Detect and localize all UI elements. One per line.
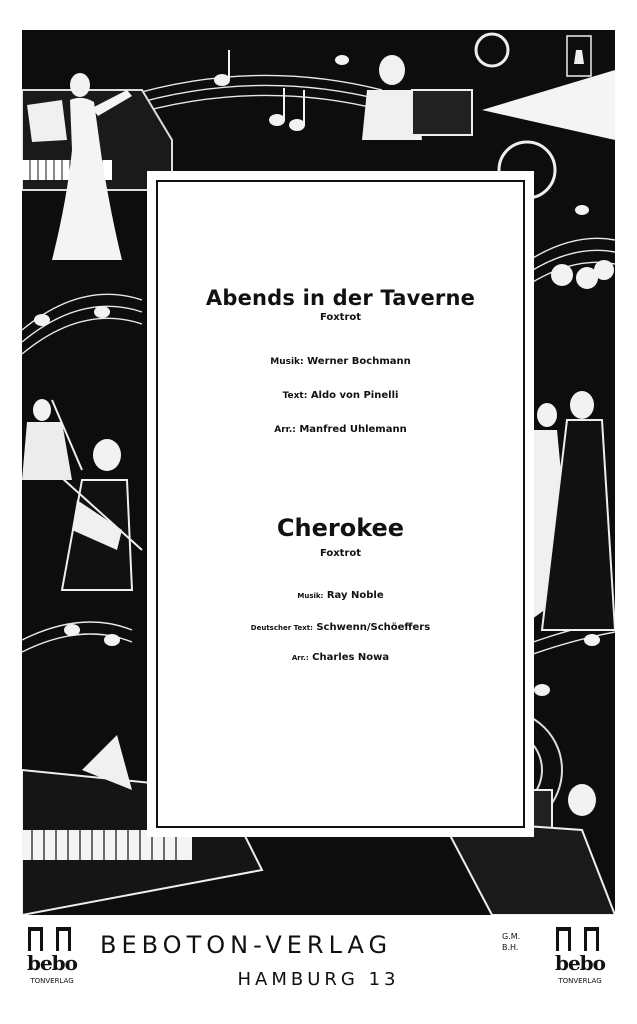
credit-name: Ray Noble bbox=[326, 590, 384, 601]
publisher-city: HAMBURG 13 bbox=[237, 969, 400, 990]
logo-word: bebo bbox=[554, 951, 606, 975]
bebo-logo-right bbox=[548, 925, 612, 985]
publisher-suffix bbox=[502, 931, 520, 953]
crown-emblem-icon bbox=[567, 36, 591, 76]
song1-genre: Foxtrot bbox=[319, 312, 362, 323]
song1-credit-text bbox=[150, 390, 531, 401]
suffix-line1: G.M. bbox=[502, 932, 521, 941]
note-bars-icon bbox=[552, 925, 608, 953]
violinist-figure-icon bbox=[22, 399, 142, 590]
credit-label: Arr.: bbox=[274, 425, 296, 435]
credit-name: Werner Bochmann bbox=[307, 356, 411, 367]
credit-name: Aldo von Pinelli bbox=[310, 390, 399, 401]
song1-credit-music bbox=[150, 356, 531, 367]
song2-credit-text bbox=[150, 622, 531, 633]
suffix-line2: B.H. bbox=[502, 943, 519, 952]
credit-name: Schwenn/Schöeffers bbox=[316, 622, 431, 633]
panel-border bbox=[156, 180, 525, 828]
credit-name: Manfred Uhlemann bbox=[299, 424, 407, 435]
publisher-name: BEBOTON-VERLAG bbox=[100, 931, 393, 959]
song2-genre: Foxtrot bbox=[319, 548, 362, 559]
song2-title: Cherokee bbox=[276, 514, 405, 542]
song1-title: Abends in der Taverne bbox=[205, 286, 476, 310]
note-bars-icon bbox=[24, 925, 80, 953]
credit-label: Musik: bbox=[297, 592, 324, 600]
credit-label: Text: bbox=[282, 391, 308, 401]
credit-name: Charles Nowa bbox=[312, 652, 390, 663]
logo-tonverlag: TONVERLAG bbox=[30, 977, 74, 985]
song2-credit-music bbox=[150, 590, 531, 601]
dancing-couple-icon bbox=[517, 391, 615, 630]
song2-credit-arr bbox=[150, 652, 531, 663]
credit-label: Musik: bbox=[270, 357, 304, 367]
title-panel bbox=[150, 174, 531, 834]
credit-label: Deutscher Text: bbox=[250, 624, 313, 632]
song1-credit-arr bbox=[150, 424, 531, 435]
publisher-footer bbox=[0, 915, 637, 1024]
logo-tonverlag: TONVERLAG bbox=[558, 977, 602, 985]
logo-word: bebo bbox=[26, 951, 78, 975]
cover-illustration bbox=[22, 30, 615, 915]
credit-label: Arr.: bbox=[291, 654, 309, 662]
